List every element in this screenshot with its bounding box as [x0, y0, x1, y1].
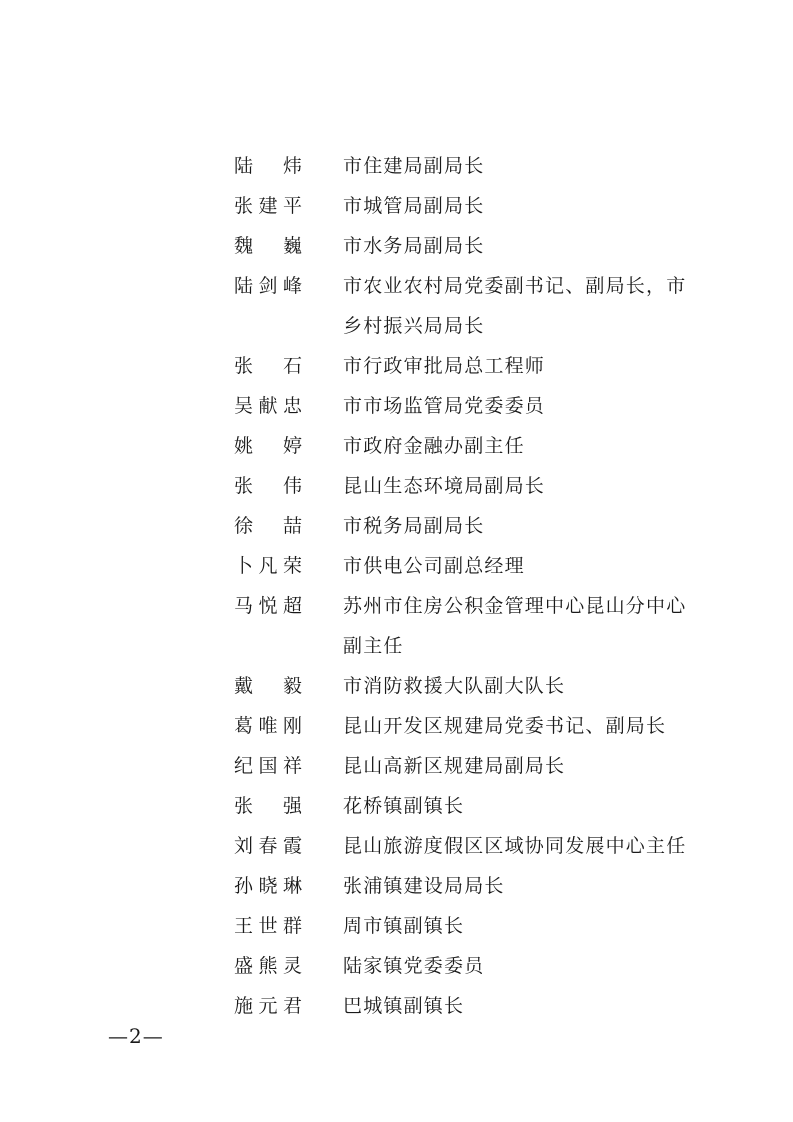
roster-row [234, 186, 704, 226]
member-name: 马悦超 [234, 595, 302, 617]
roster-row [234, 986, 704, 1026]
roster-row [234, 586, 704, 666]
roster-row [234, 266, 704, 346]
roster-row [234, 706, 704, 746]
member-title: 市市场监管局党委委员 [343, 395, 546, 417]
roster-row [234, 786, 704, 826]
member-title: 市税务局副局长 [343, 515, 485, 537]
member-name: 刘春霞 [234, 835, 302, 857]
member-title: 张浦镇建设局局长 [343, 875, 505, 897]
member-name: 陆 炜 [234, 155, 302, 177]
roster-row [234, 666, 704, 706]
member-title: 市农业农村局党委副书记、副局长，市乡村振兴局局长 [343, 275, 687, 337]
member-title: 昆山开发区规建局党委书记、副局长 [343, 715, 667, 737]
roster-row [234, 226, 704, 266]
member-roster [234, 146, 704, 1026]
member-title: 市行政审批局总工程师 [343, 355, 546, 377]
roster-row [234, 506, 704, 546]
roster-row [234, 346, 704, 386]
member-name: 张 伟 [234, 475, 302, 497]
member-title: 市水务局副局长 [343, 235, 485, 257]
member-title: 市政府金融办副主任 [343, 435, 525, 457]
member-title: 昆山生态环境局副局长 [343, 475, 546, 497]
roster-row [234, 826, 704, 866]
page-number: —2— [108, 1024, 164, 1048]
member-name: 吴献忠 [234, 395, 302, 417]
member-title: 陆家镇党委委员 [343, 955, 485, 977]
member-name: 张建平 [234, 195, 302, 217]
member-name: 盛熊灵 [234, 955, 302, 977]
member-title: 昆山旅游度假区区域协同发展中心主任 [343, 835, 687, 857]
member-name: 魏 巍 [234, 235, 302, 257]
member-name: 施元君 [234, 995, 302, 1017]
member-name: 纪国祥 [234, 755, 302, 777]
member-name: 戴 毅 [234, 675, 302, 697]
roster-row [234, 866, 704, 906]
member-title: 苏州市住房公积金管理中心昆山分中心副主任 [343, 595, 687, 657]
roster-row [234, 386, 704, 426]
member-name: 孙晓琳 [234, 875, 302, 897]
member-title: 花桥镇副镇长 [343, 795, 465, 817]
roster-row [234, 546, 704, 586]
member-name: 陆剑峰 [234, 275, 302, 297]
member-title: 市城管局副局长 [343, 195, 485, 217]
member-name: 卜凡荣 [234, 555, 302, 577]
member-title: 市住建局副局长 [343, 155, 485, 177]
roster-row [234, 906, 704, 946]
member-name: 张 石 [234, 355, 302, 377]
roster-row [234, 746, 704, 786]
member-title: 巴城镇副镇长 [343, 995, 465, 1017]
member-title: 周市镇副镇长 [343, 915, 465, 937]
roster-row [234, 946, 704, 986]
roster-row [234, 426, 704, 466]
roster-row [234, 146, 704, 186]
member-name: 王世群 [234, 915, 302, 937]
member-name: 张 强 [234, 795, 302, 817]
member-title: 昆山高新区规建局副局长 [343, 755, 566, 777]
roster-row [234, 466, 704, 506]
member-name: 姚 婷 [234, 435, 302, 457]
member-title: 市供电公司副总经理 [343, 555, 525, 577]
member-name: 徐 喆 [234, 515, 302, 537]
member-name: 葛唯刚 [234, 715, 302, 737]
member-title: 市消防救援大队副大队长 [343, 675, 566, 697]
